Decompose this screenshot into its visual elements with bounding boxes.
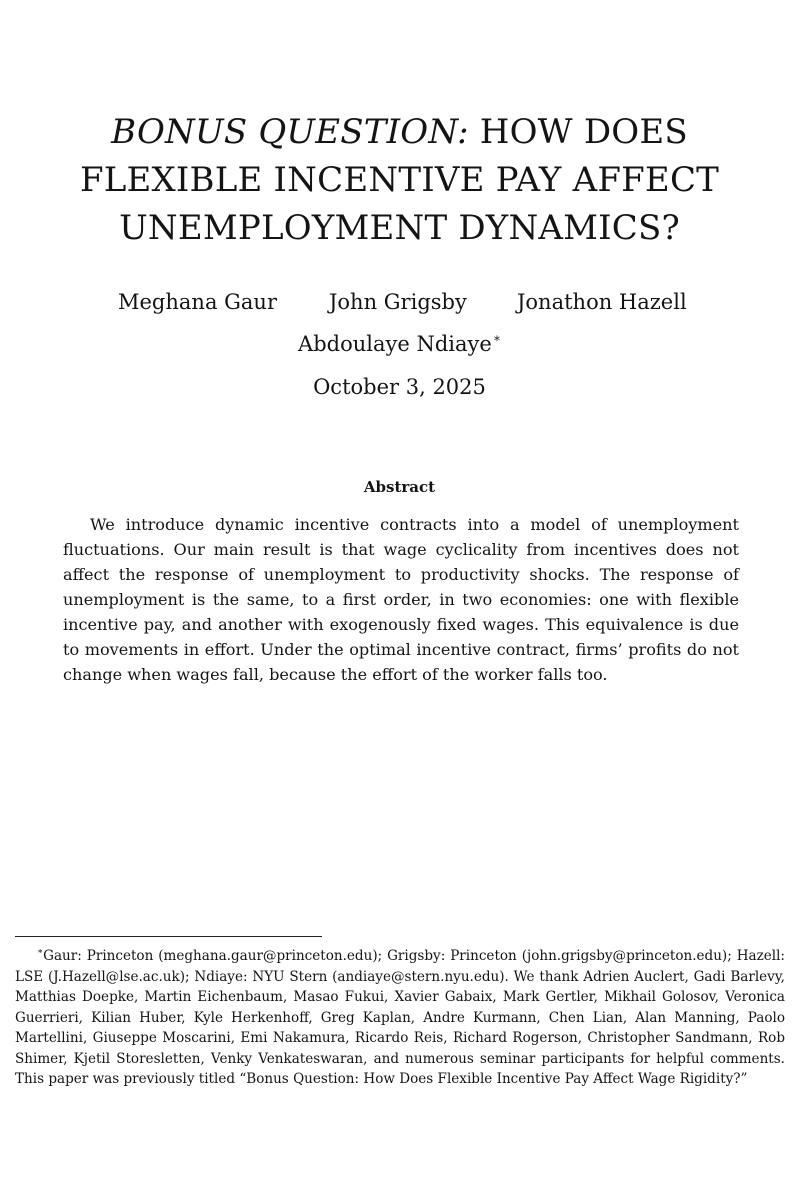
- author-ndiaye: Abdoulaye Ndiaye: [298, 332, 492, 356]
- abstract-text: We introduce dynamic incentive contracts into a model of unemployment fluctuations. Our main result is that wage cyclicality from incentives does not affect the response of unemployment to productivity shocks. The response of unemployment is the same, to a first order, in two economies: one with flexible incentive pay, and another with exogenously fixed wages. This equivalence is due to movements in effort. Under the optimal incentive contract, firms’ profits do not change when wages fall, because the effort of the worker falls too.: [63, 515, 739, 684]
- author-footnote: [15, 942, 785, 1090]
- author-hazell: Jonathon Hazell: [517, 290, 687, 314]
- paper-date: October 3, 2025: [313, 375, 486, 399]
- paper-title: [40, 108, 759, 252]
- footnote-divider: [15, 936, 322, 937]
- footnote-text: Gaur: Princeton (meghana.gaur@princeton.edu); Grigsby: Princeton (john.grigsby@princeton.edu); Hazell: LSE (J.Hazell@lse.ac.uk); Ndiaye: NYU Stern (andiaye@stern.nyu.edu). We thank Adrien Auclert, Gadi Barlevy, Matthias Doepke, Martin Eichenbaum, Masao Fukui, Xavier Gabaix, Mark Gertler, Mikhail Golosov, Veronica Guerrieri, Kilian Huber, Kyle Herkenhoff, Greg Kaplan, Andre Kurmann, Chen Lian, Alan Manning, Paolo Martellini, Giuseppe Moscarini, Emi Nakamura, Ricardo Reis, Richard Rogerson, Christopher Sandmann, Rob Shimer, Kjetil Storesletten, Venky Venkateswaran, and numerous seminar participants for helpful comments. This paper was previously titled “Bonus Question: How Does Flexible Incentive Pay Affect Wage Rigidity?”: [15, 948, 785, 1087]
- title-italic-lead: BONUS QUESTION:: [111, 112, 469, 152]
- author-grigsby: John Grigsby: [329, 290, 467, 314]
- abstract-heading: Abstract: [363, 478, 436, 496]
- footnote-marker: ∗: [492, 331, 501, 345]
- author-list-second-line: [0, 325, 799, 357]
- author-gaur: Meghana Gaur: [118, 290, 277, 314]
- footnote-mark: ∗: [37, 947, 44, 957]
- title-main: HOW DOES FLEXIBLE INCENTIVE PAY AFFECT UNEMPLOYMENT DYNAMICS?: [79, 112, 720, 248]
